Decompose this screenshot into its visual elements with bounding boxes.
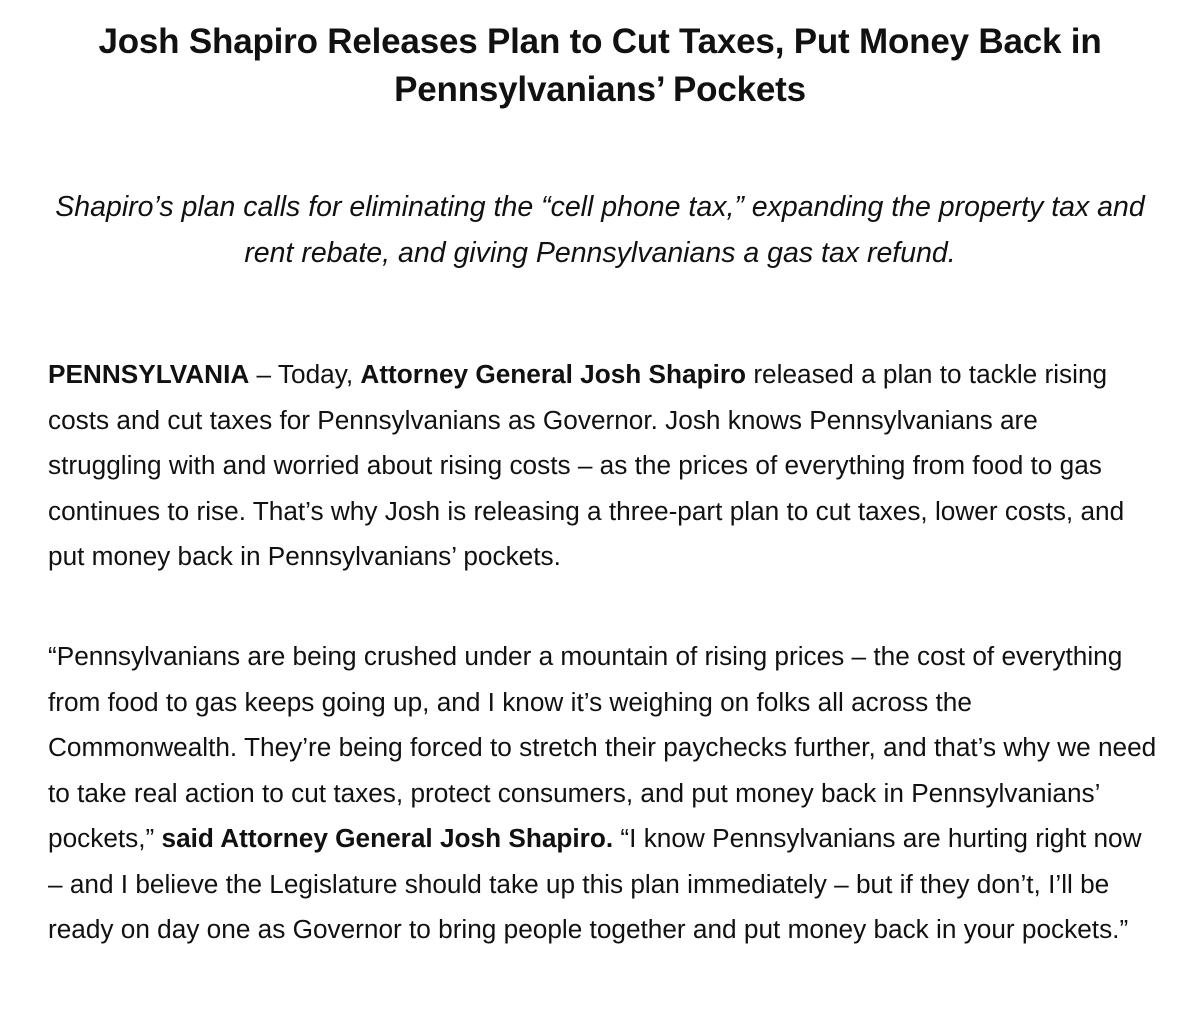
dateline: PENNSYLVANIA [48, 359, 250, 389]
quote-part-1: “Pennsylvanians are being crushed under a mountain of rising prices – the cost of everything from food to gas keeps going up, and I know it’s weighing on folks all across the Commonwealth. They’re being forced to stretch their paychecks further, and that’s why we need to take real action to cut taxes, protect consumers, and put money back in Pennsylvanians’ pockets,” [48, 641, 1157, 853]
headline: Josh Shapiro Releases Plan to Cut Taxes, Put Money Back in Pennsylvanians’ Pockets [98, 22, 1102, 109]
intro-text: released a plan to tackle rising costs and cut taxes for Pennsylvanians as Governor. Josh knows Pennsylvanians are struggling with and worried about rising costs – as the prices of everything from food to gas continues to rise. That’s why Josh is releasing a three-part plan to cut taxes, lower costs, and put money back in Pennsylvanians’ pockets. [48, 359, 1125, 571]
dateline-dash: – Today, [249, 359, 361, 389]
paragraph-intro [48, 352, 1158, 580]
quote-attribution: said Attorney General Josh Shapiro. [161, 823, 614, 853]
speaker-name: Attorney General Josh Shapiro [360, 359, 747, 389]
quote-part-2: “I know Pennsylvanians are hurting right now – and I believe the Legislature should take up this plan immediately – but if they don’t, I’ll be ready on day one as Governor to bring people together and put money back in your pockets.” [48, 823, 1142, 944]
subhead: Shapiro’s plan calls for eliminating the “cell phone tax,” expanding the property tax and rent rebate, and giving Pennsylvanians a gas tax refund. [55, 191, 1145, 269]
paragraph-quote [48, 634, 1158, 953]
